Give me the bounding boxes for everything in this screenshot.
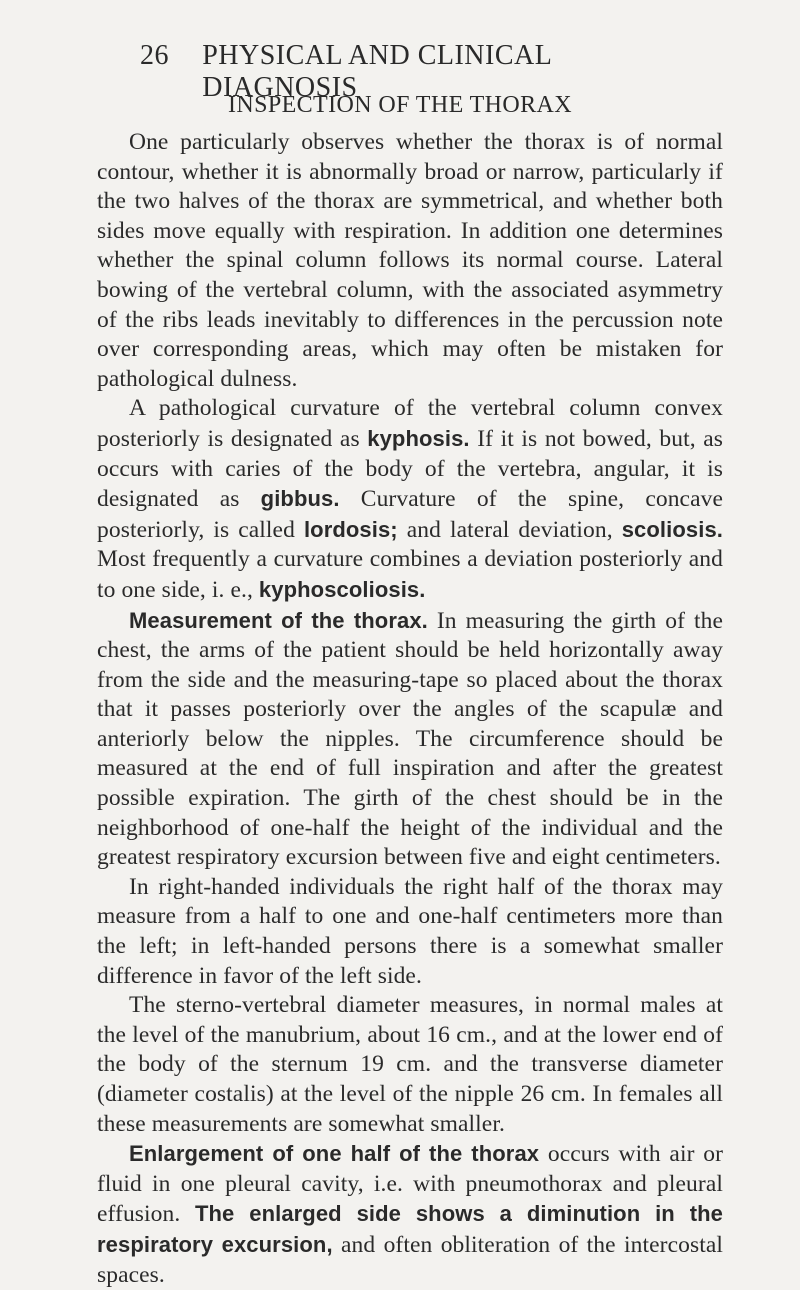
paragraph-6: Enlargement of one half of the thorax occurs with air or fluid in one pleural cavity, i.e. with pneumothorax and pleural effusion. The enlarged side shows a diminution in the respiratory excursion, and often obliteration of the intercostal spaces. xyxy=(97,1141,724,1288)
term-kyphosis: kyphosis. xyxy=(367,425,470,451)
paragraph-5: The sterno-vertebral diameter measures, in normal males at the level of the manubrium, about 16 cm., and at the lower end of the body of the sternum 19 cm. and the transverse diameter (diameter costalis) at the level of the nipple 26 cm. In females all these measurements are somewhat smaller. xyxy=(97,992,723,1137)
term-kyphoscoliosis: kyphoscoliosis. xyxy=(258,576,426,602)
subheading-enlargement: Enlargement of one half of the thorax xyxy=(129,1141,540,1167)
running-title: PHYSICAL AND CLINICAL DIAGNOSIS xyxy=(202,40,552,103)
paragraph-3: Measurement of the thorax. In measuring the girth of the chest, the arms of the patient should be held horizontally away from the side and the measuring-tape so placed about the thorax that it passes posteriorly over the angles of the scapulæ and anteriorly below the nipples. The circumference should be measured at the end of full inspiration and after the greatest possible expiration. The girth of the chest should be in the neighborhood of one-half the height of the individual and the greatest respiratory excursion between five and eight centimeters. xyxy=(97,607,723,871)
body-text xyxy=(97,128,723,1290)
paragraph-4: In right-handed individuals the right half of the thorax may measure from a half to one and one-half centimeters more than the left; in left-handed persons there is a somewhat smaller difference in favor of the left side. xyxy=(97,873,723,989)
term-gibbus: gibbus. xyxy=(260,486,340,512)
section-title: INSPECTION OF THE THORAX xyxy=(227,92,573,118)
page-number: 26 xyxy=(140,40,169,71)
paragraph-2: A pathological curvature of the vertebral column convex posteriorly is designated as kyphosis. If it is not bowed, but, as occurs with caries of the body of the vertebra, angular, it is designated as gibbus. Curvature of the spine, concave posteriorly, is called lordosis; and lateral deviation, scoliosis. Most frequently a curvature combines a deviation posteriorly and to one side, i. e., kyphoscoliosis. xyxy=(97,395,723,603)
subheading-measurement: Measurement of the thorax. xyxy=(129,607,428,633)
term-lordosis: lordosis; xyxy=(303,516,398,542)
paragraph-1: One particularly observes whether the thorax is of normal contour, whether it is abnormally broad or narrow, particularly if the two halves of the thorax are symmetrical, and whether both sides move equally with respiration. In addition one determines whether the spinal column follows its normal course. Lateral bowing of the vertebral column, with the associated asymmetry of the ribs leads inevitably to differences in the percussion note over corresponding areas, which may often be mistaken for pathological dulness. xyxy=(97,129,723,392)
term-scoliosis: scoliosis. xyxy=(621,516,723,542)
emphasis-enlarged-side: The enlarged side shows a diminution in the respiratory excursion, xyxy=(97,1201,723,1257)
